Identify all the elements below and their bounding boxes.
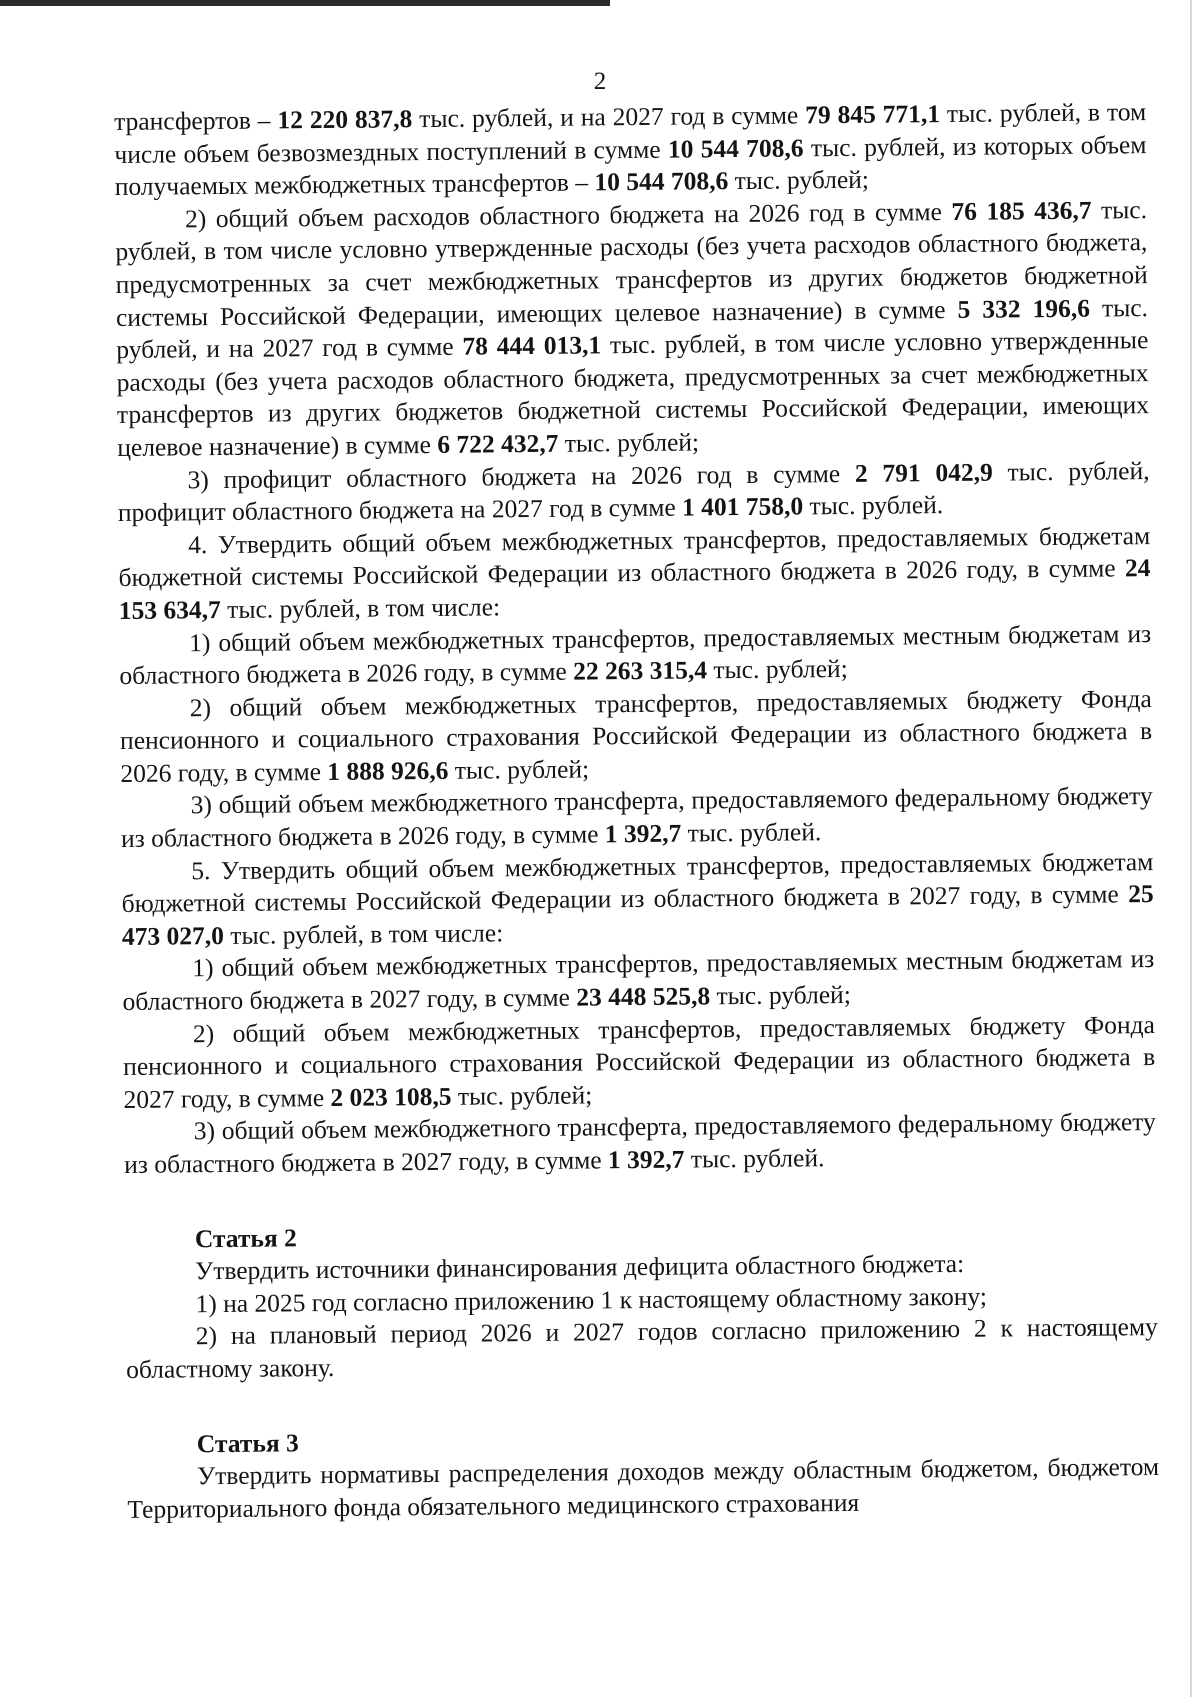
text-run: 1) общий объем межбюджетных трансфертов, предоставляемых местным бюджетам из областного бюджета в 2027 году, в сумме [122,944,1155,1016]
text-run: тыс. рублей; [706,654,848,685]
text-run: тыс. рублей, профицит областного бюджета на 2027 год в сумме [117,455,1150,528]
text-run: тыс. рублей. [803,490,944,521]
text-run: тыс. рублей; [710,979,851,1011]
amount: 23 448 525,8 [576,981,711,1012]
text-run: тыс. рублей, и на 2027 год в сумме [116,292,1149,365]
paragraph-item-4-3 [121,781,1154,856]
document-body [114,96,1160,1526]
amount: 79 845 771,1 [804,99,941,130]
amount: 22 263 315,4 [573,655,708,686]
text-run: тыс. рублей, в том числе условно утвержденные расходы (без учета расходов областного бюджета, предусмотренных за счет межбюджетных трансфертов из других бюджетов бюджетной системы Российской Федерации, имеющих целевое назначение) в сумме [115,194,1148,332]
text-run: тыс. рублей; [728,164,870,196]
paragraph-item-4-1 [119,618,1152,693]
text-run: тыс. рублей; [451,1080,593,1111]
paragraph-item-5-1 [122,943,1155,1018]
amount: 5 332 196,6 [957,293,1091,324]
paragraph-surplus [117,455,1150,530]
text-run: 3) профицит областного бюджета на 2026 год в сумме [187,458,856,494]
text-run: трансфертов – [114,105,278,136]
text-run: 1) общий объем межбюджетных трансфертов, предоставляемых местным бюджетам из областного бюджета в 2026 году, в сумме [119,618,1152,691]
text-run: тыс. рублей, в том числе: [223,918,504,950]
paragraph-item-4-2 [120,683,1153,791]
amount: 25 473 027,0 [121,879,1154,951]
paragraph-item-5-2 [123,1009,1156,1117]
amount: 12 220 837,8 [277,104,413,135]
text-run: 5. Утвердить общий объем межбюджетных трансфертов, предоставляемых бюджетам бюджетной системы Российской Федерации из областного бюджета в 2027 году, в сумме [121,846,1154,919]
text-run: тыс. рублей; [448,754,590,785]
amount: 10 544 708,6 [667,132,804,164]
text-run: тыс. рублей, в том числе объем безвозмездных поступлений в сумме [114,97,1147,169]
amount: 6 722 432,7 [437,428,559,459]
text-run: 4. Утвердить общий объем межбюджетных трансфертов, предоставляемых бюджетам бюджетной системы Российской Федерации из областного бюджета в 2026 году, в сумме [118,520,1151,593]
text-run: тыс. рублей. [684,1143,825,1174]
text-run: тыс. рублей; [558,427,700,458]
paragraph-transfers-2027 [114,96,1147,204]
amount: 1 888 926,6 [327,755,449,786]
amount: 1 392,7 [607,1144,685,1175]
amount: 24 153 634,7 [118,553,1151,625]
article-3-title: Статья 3 [196,1427,299,1458]
article-2-title: Статья 2 [194,1222,297,1253]
text-run: 2) общий объем межбюджетных трансфертов, предоставляемых бюджету Фонда пенсионного и социального страхования Российской Федерации из областного бюджета в 2026 году, в сумме [119,683,1153,788]
amount: 2 023 108,5 [330,1081,452,1112]
paragraph-item-5-3 [124,1106,1157,1181]
text-run: тыс. рублей, из которых объем получаемых межбюджетных трансфертов – [114,129,1147,202]
amount: 1 392,7 [604,818,682,849]
paragraph-expenses [115,194,1149,465]
amount: 1 401 758,0 [681,491,804,522]
paragraph-item-5 [121,846,1154,954]
text-run: 3) общий объем межбюджетного трансферта, предоставляемого федеральному бюджету из областного бюджета в 2027 году, в сумме [124,1107,1156,1179]
text-run: 3) общий объем межбюджетного трансферта, предоставляемого федеральному бюджету из областного бюджета в 2026 году, в сумме [120,781,1153,854]
text-run: 2) общий объем расходов областного бюджета на 2026 год в сумме [184,196,952,234]
amount: 2 791 042,9 [854,457,993,488]
article-3-text: Утвердить нормативы распределения доходов между областным бюджетом, бюджетом Территориального фонда обязательного медицинского страхования [127,1452,1160,1524]
text-run: тыс. рублей. [681,817,822,848]
amount: 78 444 013,1 [462,330,602,361]
text-run: 2) общий объем межбюджетных трансфертов, предоставляемых бюджету Фонда пенсионного и социального страхования Российской Федерации из областного бюджета в 2027 году, в сумме [123,1009,1156,1114]
text-run: тыс. рублей, в том числе условно утвержденные расходы (без учета расходов областного бюджета, предусмотренных за счет межбюджетных трансфертов из других бюджетов бюджетной системы Российской Федерации, имеющих целевое назначение) в сумме [116,325,1150,462]
scan-edge-top [0,0,610,6]
amount: 76 185 436,7 [951,195,1092,226]
amount: 10 544 708,6 [594,166,729,197]
article-2-item-2: 2) на плановый период 2026 и 2027 годов согласно приложению 2 к настоящему областному закону. [125,1312,1158,1384]
article-2-intro: Утвердить источники финансирования дефицита областного бюджета: [195,1249,965,1286]
scan-edge-right [1190,0,1192,1697]
page-number: 2 [593,68,607,95]
text-run: тыс. рублей, и на 2027 год в сумме [412,100,806,134]
text-run: тыс. рублей, в том числе: [220,592,501,624]
paragraph-item-4 [118,520,1151,628]
article-2-item-1: 1) на 2025 год согласно приложению 1 к настоящему областному закону; [195,1281,988,1319]
